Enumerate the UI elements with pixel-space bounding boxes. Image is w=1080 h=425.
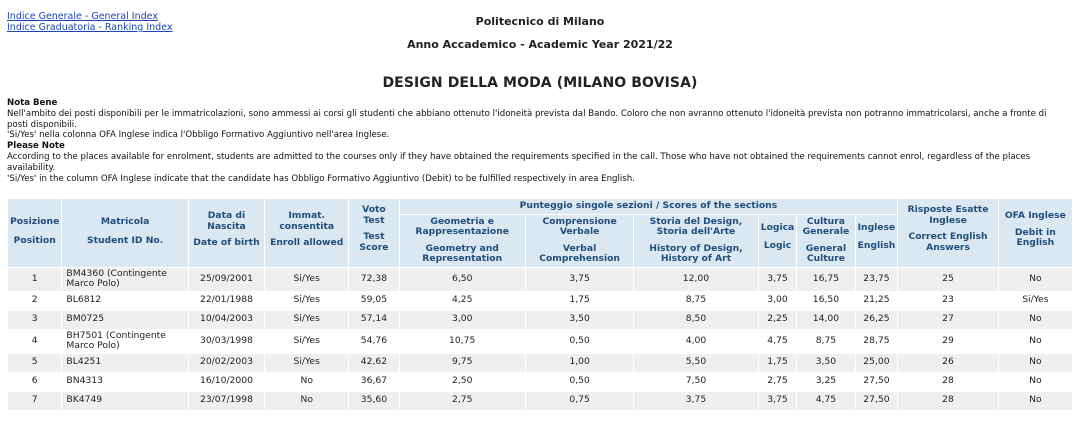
nota-bene-text-1: Nell'ambito dei posti disponibili per le immatricolazioni, sono ammessi ai corsi gli studenti che abbiano ottenuto l'idoneità prevista dal Bando. Coloro che non avranno ottenuto l'idoneità prevista non potranno immatricolarsi, anche a fronte di posti disponibili. bbox=[7, 108, 1047, 130]
table-cell: BH7501 (Contingente Marco Polo) bbox=[62, 329, 188, 353]
table-cell: 26 bbox=[898, 353, 998, 372]
general-index-link[interactable]: Indice Generale - General Index bbox=[7, 11, 158, 22]
table-cell: 3,50 bbox=[797, 353, 855, 372]
table-cell: BM0725 bbox=[62, 310, 188, 329]
column-header-label: Comprensione Verbale bbox=[542, 215, 617, 237]
table-cell: No bbox=[998, 391, 1072, 410]
table-cell: 2 bbox=[8, 291, 62, 310]
table-cell: 35,60 bbox=[349, 391, 399, 410]
column-header-label: Cultura Generale bbox=[802, 215, 850, 237]
column-header-label: English bbox=[857, 240, 896, 251]
ranking-index-link[interactable]: Indice Graduatoria - Ranking Index bbox=[7, 22, 173, 33]
column-header-label: Logic bbox=[763, 240, 792, 251]
table-cell: 22/01/1988 bbox=[188, 291, 264, 310]
col-test-score bbox=[349, 199, 399, 268]
table-cell: 27 bbox=[898, 310, 998, 329]
table-cell: 3,75 bbox=[634, 391, 758, 410]
column-header-label: History of Design, History of Art bbox=[649, 242, 743, 264]
table-cell: 23 bbox=[898, 291, 998, 310]
table-cell: 4,75 bbox=[797, 391, 855, 410]
table-row bbox=[8, 391, 1073, 410]
column-header-label: Debit in English bbox=[1014, 226, 1056, 248]
table-cell: 27,50 bbox=[855, 372, 898, 391]
table-cell: 0,75 bbox=[525, 391, 633, 410]
table-cell: 23/07/1998 bbox=[188, 391, 264, 410]
table-cell: 36,67 bbox=[349, 372, 399, 391]
table-row bbox=[8, 372, 1073, 391]
col-ofa-english bbox=[998, 199, 1072, 268]
table-cell: 21,25 bbox=[855, 291, 898, 310]
table-cell: 0,50 bbox=[525, 329, 633, 353]
table-cell: 23,75 bbox=[855, 267, 898, 291]
table-cell: 3,75 bbox=[758, 391, 797, 410]
table-cell: 1,00 bbox=[525, 353, 633, 372]
column-header-label: Immat. consentita bbox=[279, 210, 335, 232]
table-cell: 20/02/2003 bbox=[188, 353, 264, 372]
column-header-label: Storia del Design, Storia dell'Arte bbox=[649, 215, 743, 237]
table-cell: 4 bbox=[8, 329, 62, 353]
table-cell: 3,00 bbox=[758, 291, 797, 310]
please-note-text-2: 'Si/Yes' in the column OFA Inglese indicate that the candidate has Obbligo Formativo Aggiuntivo (Debit) to be fulfilled respectively in area English. bbox=[7, 173, 635, 184]
table-cell: 54,76 bbox=[349, 329, 399, 353]
table-cell: Si/Yes bbox=[265, 329, 349, 353]
table-cell: 8,75 bbox=[634, 291, 758, 310]
table-row bbox=[8, 291, 1073, 310]
table-cell: Si/Yes bbox=[265, 353, 349, 372]
col-correct-english bbox=[898, 199, 998, 268]
please-note-heading: Please Note bbox=[7, 141, 65, 152]
academic-year: Anno Accademico - Academic Year 2021/22 bbox=[407, 38, 673, 51]
table-cell: 16/10/2000 bbox=[188, 372, 264, 391]
column-header-label: Enroll allowed bbox=[270, 237, 344, 248]
col-verbal bbox=[525, 214, 633, 267]
notes-section bbox=[7, 98, 1069, 184]
table-cell: 25/09/2001 bbox=[188, 267, 264, 291]
table-cell: 5 bbox=[8, 353, 62, 372]
table-cell: 3,50 bbox=[525, 310, 633, 329]
table-cell: No bbox=[265, 391, 349, 410]
column-header-label: Geometry and Representation bbox=[422, 242, 503, 264]
table-cell: No bbox=[998, 372, 1072, 391]
table-cell: 26,25 bbox=[855, 310, 898, 329]
table-cell: 3,00 bbox=[399, 310, 525, 329]
table-cell: 8,50 bbox=[634, 310, 758, 329]
column-header-label: Risposte Esatte Inglese bbox=[907, 204, 989, 226]
please-note-text-1: According to the places available for enrolment, students are admitted to the courses only if they have obtained the requirements specified in the call. Those who have not obtained the requirements cannot enrol, regardless of the places availability. bbox=[7, 151, 1031, 173]
table-cell: 3,25 bbox=[797, 372, 855, 391]
table-cell: 10,75 bbox=[399, 329, 525, 353]
table-cell: 25 bbox=[898, 267, 998, 291]
table-cell: 12,00 bbox=[634, 267, 758, 291]
table-row bbox=[8, 329, 1073, 353]
nota-bene-heading: Nota Bene bbox=[7, 98, 58, 108]
table-cell: 72,38 bbox=[349, 267, 399, 291]
column-header-label: Geometria e Rappresentazione bbox=[415, 215, 509, 237]
ranking-table bbox=[7, 198, 1073, 411]
column-header-label: Correct English Answers bbox=[908, 231, 988, 253]
table-cell: 16,75 bbox=[797, 267, 855, 291]
table-cell: 27,50 bbox=[855, 391, 898, 410]
table-row bbox=[8, 310, 1073, 329]
table-cell: 3,75 bbox=[525, 267, 633, 291]
table-cell: 7 bbox=[8, 391, 62, 410]
column-header-label: Student ID No. bbox=[87, 234, 164, 246]
table-cell: 1,75 bbox=[758, 353, 797, 372]
table-cell: No bbox=[998, 310, 1072, 329]
col-history bbox=[634, 214, 758, 267]
table-cell: No bbox=[998, 267, 1072, 291]
table-cell: 2,75 bbox=[399, 391, 525, 410]
table-cell: 6 bbox=[8, 372, 62, 391]
col-enroll-allowed bbox=[265, 199, 349, 268]
table-cell: 0,50 bbox=[525, 372, 633, 391]
table-cell: No bbox=[998, 329, 1072, 353]
column-header-label: Inglese bbox=[857, 221, 896, 233]
column-header-label: Data di Nascita bbox=[207, 210, 246, 232]
column-header-label: Date of birth bbox=[193, 237, 260, 248]
table-cell: 57,14 bbox=[349, 310, 399, 329]
nota-bene-text-2: 'Si/Yes' nella colonna OFA Inglese indica l'Obbligo Formativo Aggiuntivo nell'area Inglese. bbox=[7, 130, 390, 141]
table-cell: 30/03/1998 bbox=[188, 329, 264, 353]
table-cell: 25,00 bbox=[855, 353, 898, 372]
table-cell: 4,25 bbox=[399, 291, 525, 310]
table-row bbox=[8, 267, 1073, 291]
ranking-table-body bbox=[8, 267, 1073, 410]
table-cell: 28 bbox=[898, 372, 998, 391]
col-logic bbox=[758, 214, 797, 267]
table-cell: 2,25 bbox=[758, 310, 797, 329]
table-cell: 4,00 bbox=[634, 329, 758, 353]
table-cell: 9,75 bbox=[399, 353, 525, 372]
column-header-label: Verbal Comprehension bbox=[539, 242, 620, 264]
table-cell: 28 bbox=[898, 391, 998, 410]
col-geometry bbox=[399, 214, 525, 267]
col-date-of-birth bbox=[188, 199, 264, 268]
col-student-id bbox=[62, 199, 188, 268]
col-culture bbox=[797, 214, 855, 267]
table-cell: 59,05 bbox=[349, 291, 399, 310]
column-header-label: Position bbox=[13, 234, 56, 246]
table-cell: No bbox=[998, 353, 1072, 372]
table-cell: 28,75 bbox=[855, 329, 898, 353]
table-cell: 2,75 bbox=[758, 372, 797, 391]
table-cell: 16,50 bbox=[797, 291, 855, 310]
table-cell: No bbox=[265, 372, 349, 391]
table-cell: 1,75 bbox=[525, 291, 633, 310]
table-cell: BK4749 bbox=[62, 391, 188, 410]
table-cell: 3,75 bbox=[758, 267, 797, 291]
table-cell: Si/Yes bbox=[265, 310, 349, 329]
table-cell: BL4251 bbox=[62, 353, 188, 372]
column-header-label: Posizione bbox=[10, 216, 60, 227]
table-cell: 5,50 bbox=[634, 353, 758, 372]
table-cell: Si/Yes bbox=[998, 291, 1072, 310]
table-cell: 7,50 bbox=[634, 372, 758, 391]
table-cell: BN4313 bbox=[62, 372, 188, 391]
column-header-label: Logica bbox=[760, 221, 795, 233]
col-english bbox=[855, 214, 898, 267]
table-cell: 10/04/2003 bbox=[188, 310, 264, 329]
table-cell: BM4360 (Contingente Marco Polo) bbox=[62, 267, 188, 291]
column-header-label: Matricola bbox=[100, 216, 150, 227]
table-cell: 3 bbox=[8, 310, 62, 329]
table-cell: 1 bbox=[8, 267, 62, 291]
course-title: DESIGN DELLA MODA (MILANO BOVISA) bbox=[382, 75, 698, 91]
table-cell: 2,50 bbox=[399, 372, 525, 391]
column-header-label: Voto Test bbox=[362, 204, 386, 226]
table-cell: 4,75 bbox=[758, 329, 797, 353]
table-cell: Si/Yes bbox=[265, 267, 349, 291]
table-cell: 42,62 bbox=[349, 353, 399, 372]
table-cell: Si/Yes bbox=[265, 291, 349, 310]
column-header-label: Test Score bbox=[359, 231, 389, 253]
institution-title: Politecnico di Milano bbox=[475, 15, 605, 28]
column-header-label: General Culture bbox=[805, 242, 847, 264]
column-header-label: OFA Inglese bbox=[1004, 210, 1066, 221]
table-cell: 6,50 bbox=[399, 267, 525, 291]
table-cell: 8,75 bbox=[797, 329, 855, 353]
col-position bbox=[8, 199, 62, 268]
table-cell: 14,00 bbox=[797, 310, 855, 329]
sections-group-header: Punteggio singole sezioni / Scores of the sections bbox=[399, 199, 898, 215]
table-cell: 29 bbox=[898, 329, 998, 353]
table-row bbox=[8, 353, 1073, 372]
table-cell: BL6812 bbox=[62, 291, 188, 310]
